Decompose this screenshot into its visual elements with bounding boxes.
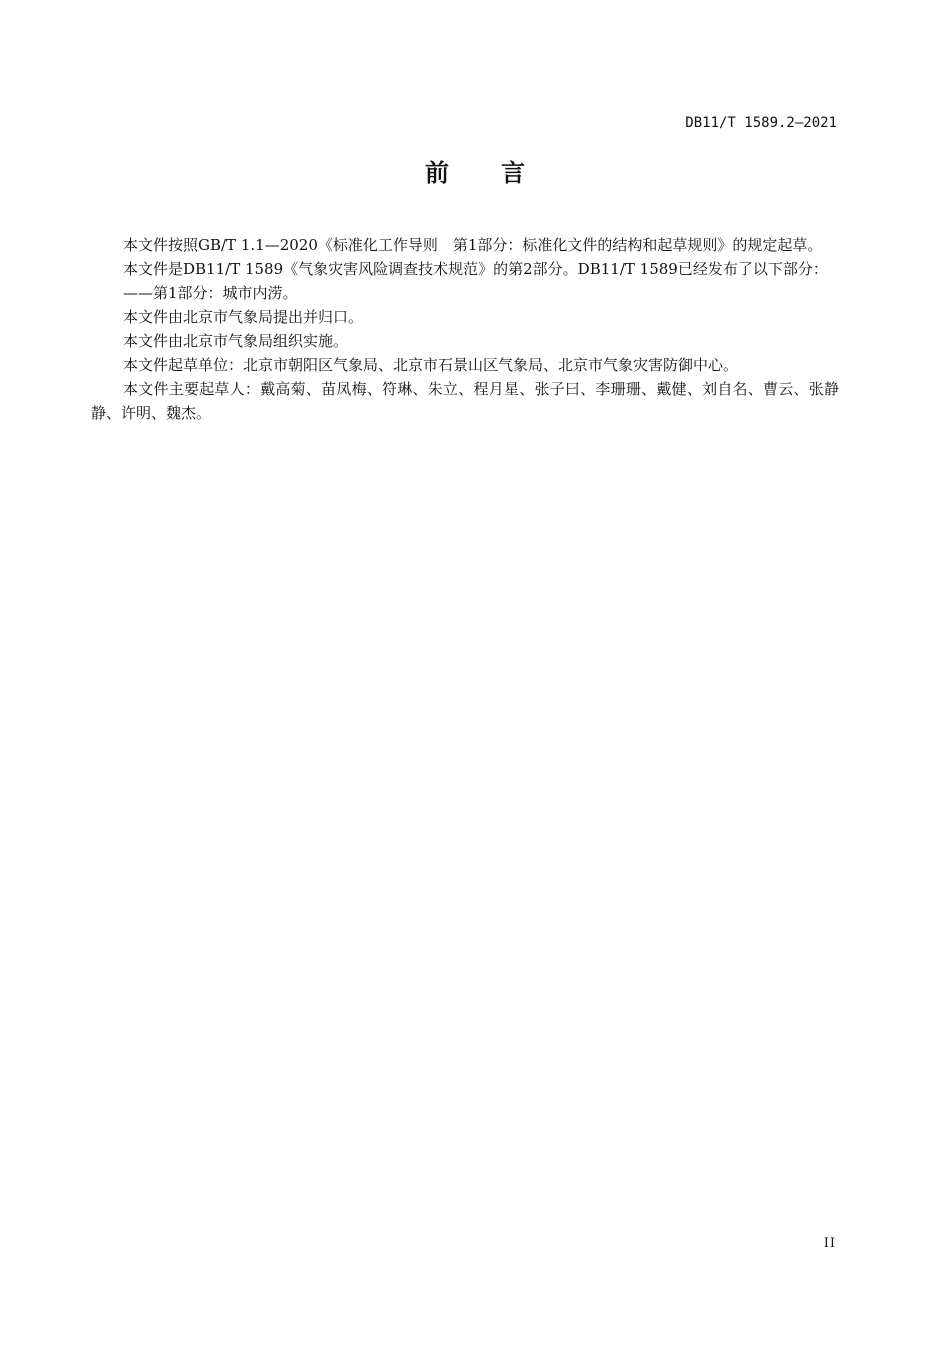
document-code: DB11/T 1589.2—2021 xyxy=(685,115,837,131)
paragraph-drafting-rules: 本文件按照GB/T 1.1—2020《标准化工作导则 第1部分：标准化文件的结构和起草规则》的规定起草。 xyxy=(123,236,823,254)
paragraph-series-info: 本文件是DB11/T 1589《气象灾害风险调查技术规范》的第2部分。DB11/T 1589已经发布了以下部分： xyxy=(123,260,828,278)
paragraph-proposer: 本文件由北京市气象局提出并归口。 xyxy=(123,308,364,326)
paragraph-part-list: ——第1部分：城市内涝。 xyxy=(123,284,298,302)
page-number: II xyxy=(823,1236,836,1251)
paragraph-drafting-units: 本文件起草单位：北京市朝阳区气象局、北京市石景山区气象局、北京市气象灾害防御中心。 xyxy=(123,356,739,374)
paragraph-implementer: 本文件由北京市气象局组织实施。 xyxy=(123,332,349,350)
preface-body xyxy=(91,233,839,425)
paragraph-drafters: 本文件主要起草人：戴高菊、苗凤梅、符琳、朱立、程月星、张子曰、李珊珊、戴健、刘自名、曹云、张静静、许明、魏杰。 xyxy=(91,380,839,422)
page-title: 前言 xyxy=(425,158,577,187)
